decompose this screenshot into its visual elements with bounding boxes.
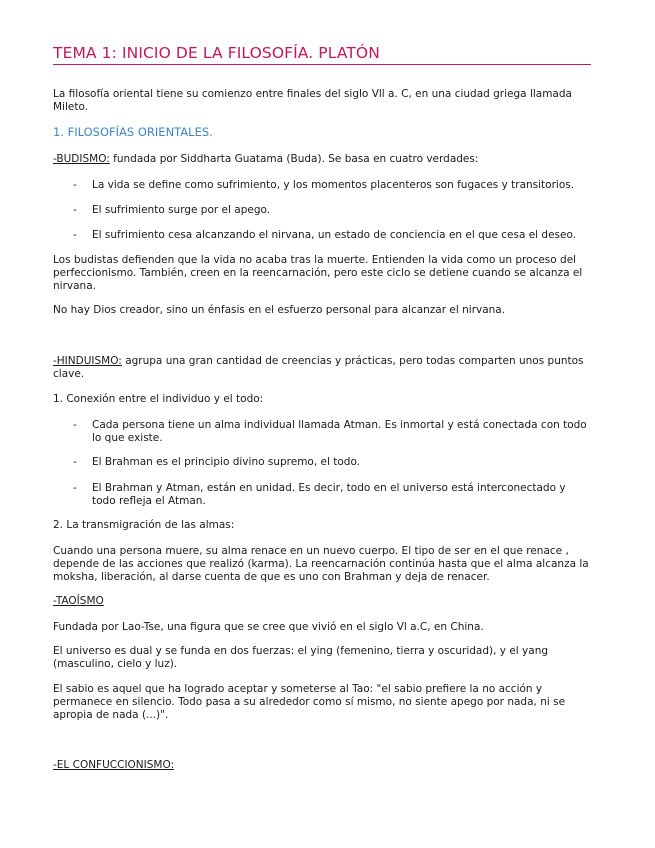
taoismo-heading [53, 595, 593, 608]
bullet-text: El sufrimiento cesa alcanzando el nirvana, un estado de conciencia en el que cesa el deseo. [92, 229, 577, 241]
budismo-text: fundada por Siddharta Guatama (Buda). Se basa en cuatro verdades: [109, 153, 479, 165]
hinduismo-text: agrupa una gran cantidad de creencias y prácticas, pero todas comparten unos puntos clave. [53, 355, 584, 380]
budismo-intro [53, 153, 593, 166]
bullet-text: El sufrimiento surge por el apego. [92, 204, 271, 216]
taoismo-paragraph-3: El sabio es aquel que ha logrado aceptar y someterse al Tao: "el sabio prefiere la no acción y permanece en silencio. Todo pasa a su alrededor como sí mismo, no siente apego por nada, ni se apropia de nada (...)". [53, 683, 566, 721]
bullet-dash: - [73, 204, 77, 216]
hinduismo-subheading-2: 2. La transmigración de las almas: [53, 519, 235, 531]
bullet-dash: - [73, 482, 77, 494]
section-heading-orientales: 1. FILOSOFÍAS ORIENTALES. [53, 125, 213, 139]
budismo-label: -BUDISMO: [53, 153, 110, 165]
confucionismo-label: -EL CONFUCCIONISMO: [53, 759, 175, 771]
bullet-dash: - [73, 456, 77, 468]
budismo-paragraph-2: No hay Dios creador, sino un énfasis en el esfuerzo personal para alcanzar el nirvana. [53, 304, 506, 316]
taoismo-paragraph-2: El universo es dual y se funda en dos fuerzas: el ying (femenino, tierra y oscuridad), y el yang (masculino, cielo y luz). [53, 645, 549, 670]
taoismo-paragraph-1: Fundada por Lao-Tse, una figura que se cree que vivió en el siglo Vl a.C, en China. [53, 621, 484, 633]
intro-paragraph [53, 88, 593, 114]
budismo-paragraph-1: Los budistas defienden que la vida no acaba tras la muerte. Entienden la vida como un proceso del perfeccionismo. También, creen en la reencarnación, pero este ciclo se detiene cuando se alcanza el nirvana. [53, 254, 583, 292]
bullet-text: El Brahman y Atman, están en unidad. Es decir, todo en el universo está interconectado y todo refleja el Atman. [92, 482, 566, 507]
bullet-dash: - [73, 179, 77, 191]
bullet-text: El Brahman es el principio divino supremo, el todo. [92, 456, 361, 468]
hinduismo-intro [53, 355, 593, 381]
bullet-text: La vida se define como sufrimiento, y los momentos placenteros son fugaces y transitorios. [92, 179, 575, 191]
hinduismo-paragraph: Cuando una persona muere, su alma renace en un nuevo cuerpo. El tipo de ser en el que renace , depende de las acciones que realizó (karma). La reencarnación continúa hasta que el alma alcanza la moksha, liberación, al darse cuenta de que es uno con Brahman y deja de renacer. [53, 545, 589, 583]
hinduismo-subheading-1: 1. Conexión entre el individuo y el todo: [53, 393, 264, 405]
bullet-text: Cada persona tiene un alma individual llamada Atman. Es inmortal y está conectada con todo lo que existe. [92, 419, 587, 444]
confucionismo-heading [53, 759, 593, 772]
bullet-dash: - [73, 419, 77, 431]
intro-text: La filosofía oriental tiene su comienzo entre finales del siglo Vll a. C, en una ciudad griega llamada Mileto. [53, 88, 572, 113]
bullet-dash: - [73, 229, 77, 241]
page-title: TEMA 1: INICIO DE LA FILOSOFÍA. PLATÓN [53, 44, 591, 65]
taoismo-label: -TAOÍSMO [53, 595, 104, 607]
hinduismo-label: -HINDUISMO: [53, 355, 122, 367]
